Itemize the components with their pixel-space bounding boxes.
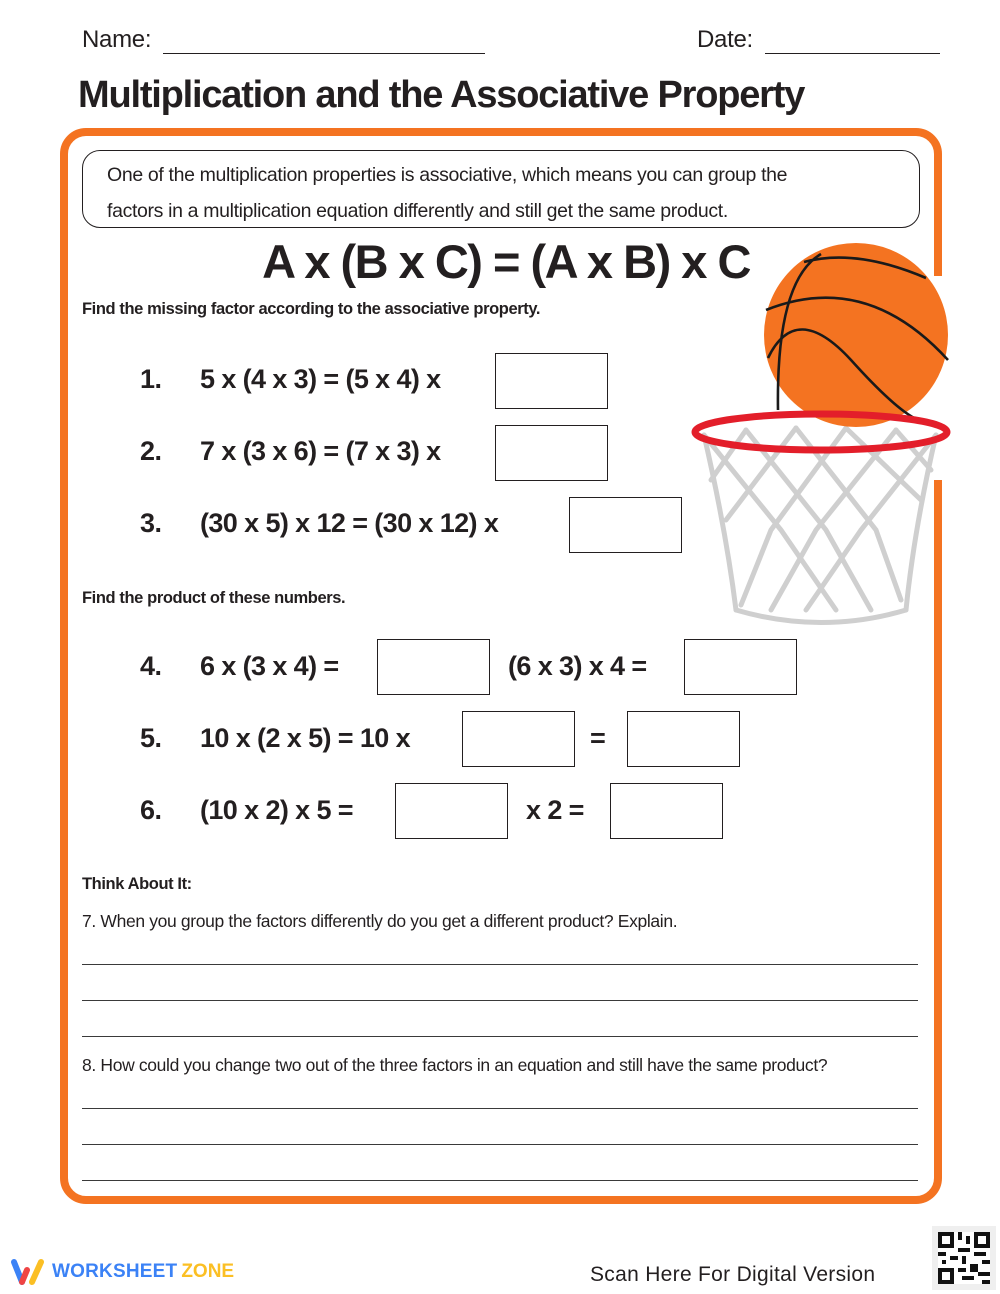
problem-5-part2: = [590, 723, 606, 753]
qr-code-icon [938, 1232, 990, 1284]
answer-line-7-3[interactable] [82, 1036, 918, 1037]
basketball-icon [686, 240, 956, 630]
problem-4-answer-box-1[interactable] [377, 639, 490, 695]
name-label: Name: [82, 26, 152, 53]
date-label: Date: [697, 26, 753, 53]
problem-6-answer-box-1[interactable] [395, 783, 508, 839]
name-field[interactable] [163, 53, 485, 54]
problem-6-part1: (10 x 2) x 5 = [200, 795, 353, 825]
logo-text-zone: ZONE [181, 1261, 235, 1282]
associative-formula: A x (B x C) = (A x B) x C [262, 235, 750, 288]
problem-6-answer-box-2[interactable] [610, 783, 723, 839]
problem-4-part2: (6 x 3) x 4 = [508, 651, 647, 681]
problem-2-equation: 7 x (3 x 6) = (7 x 3) x [200, 436, 441, 466]
problem-3-answer-box[interactable] [569, 497, 682, 553]
logo-icon [10, 1258, 46, 1286]
section1-instruction: Find the missing factor according to the associative property. [82, 300, 541, 318]
section2-instruction: Find the product of these numbers. [82, 589, 346, 607]
problem-3-number: 3. [140, 508, 162, 538]
problem-4-number: 4. [140, 651, 162, 681]
intro-line-2: factors in a multiplication equation differently and still get the same product. [107, 200, 728, 222]
answer-line-7-1[interactable] [82, 964, 918, 965]
qr-code[interactable] [932, 1226, 996, 1290]
think-heading: Think About It: [82, 875, 192, 893]
basketball-hoop-illustration [686, 240, 956, 630]
problem-5-part1: 10 x (2 x 5) = 10 x [200, 723, 411, 753]
answer-line-8-2[interactable] [82, 1144, 918, 1145]
intro-line-1: One of the multiplication properties is associative, which means you can group the [107, 164, 788, 186]
problem-2-number: 2. [140, 436, 162, 466]
problem-5-answer-box-1[interactable] [462, 711, 575, 767]
scan-text: Scan Here For Digital Version [590, 1263, 876, 1286]
problem-2-answer-box[interactable] [495, 425, 608, 481]
date-field[interactable] [765, 53, 940, 54]
question-7: 7. When you group the factors differently do you get a different product? Explain. [82, 911, 678, 931]
problem-1-equation: 5 x (4 x 3) = (5 x 4) x [200, 364, 441, 394]
problem-5-number: 5. [140, 723, 162, 753]
problem-4-part1: 6 x (3 x 4) = [200, 651, 339, 681]
question-8: 8. How could you change two out of the three factors in an equation and still have the same product? [82, 1055, 828, 1075]
problem-5-answer-box-2[interactable] [627, 711, 740, 767]
problem-6-part2: x 2 = [526, 795, 584, 825]
answer-line-8-1[interactable] [82, 1108, 918, 1109]
answer-line-8-3[interactable] [82, 1180, 918, 1181]
worksheet-zone-logo[interactable] [10, 1258, 234, 1286]
problem-3-equation: (30 x 5) x 12 = (30 x 12) x [200, 508, 499, 538]
intro-box [82, 150, 920, 228]
answer-line-7-2[interactable] [82, 1000, 918, 1001]
worksheet-title: Multiplication and the Associative Property [78, 74, 805, 116]
logo-text-worksheet: WORKSHEET [52, 1261, 178, 1282]
problem-1-answer-box[interactable] [495, 353, 608, 409]
problem-1-number: 1. [140, 364, 162, 394]
problem-4-answer-box-2[interactable] [684, 639, 797, 695]
problem-6-number: 6. [140, 795, 162, 825]
